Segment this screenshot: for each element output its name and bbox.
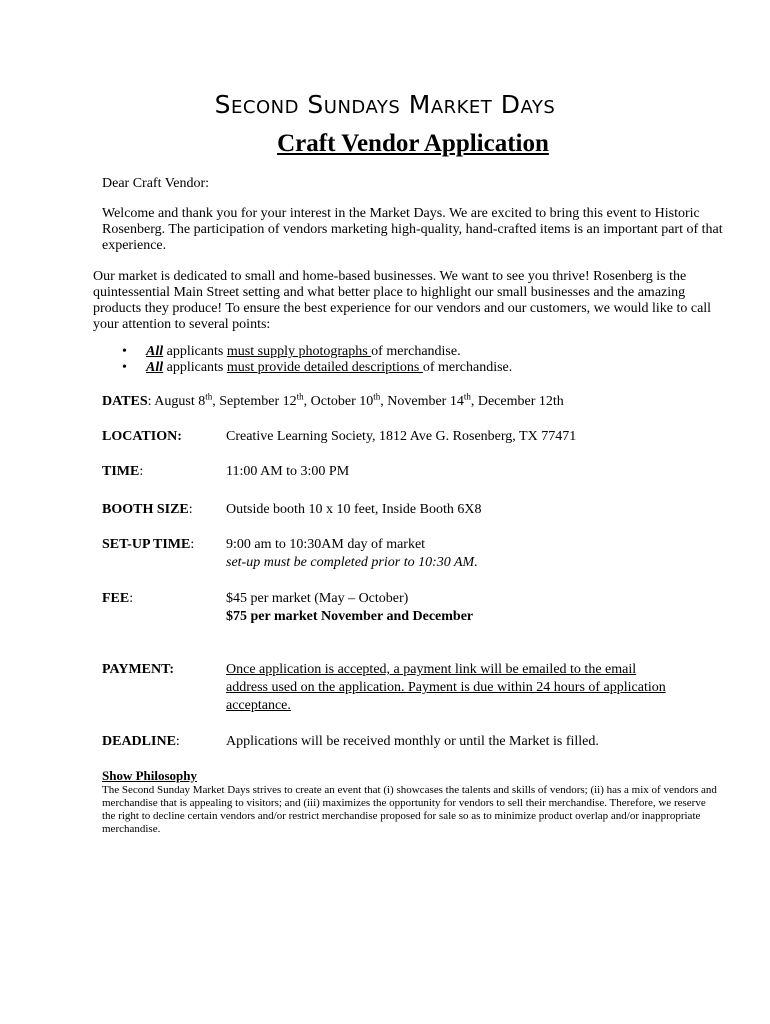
date-item: October 10 [310,394,374,409]
fee-label: FEE [102,591,130,606]
booth-size-value: Outside booth 10 x 10 feet, Inside Booth 6X8 [226,502,482,517]
event-title: Second Sundays Market Days [214,90,556,119]
dates-line: DATES: August 8th, September 12th, October 10th, November 14th, December 12th [102,391,564,409]
payment-label: PAYMENT: [102,662,175,677]
time-value: 11:00 AM to 3:00 PM [226,464,350,479]
bullet-icon: • [122,344,127,359]
payment-value: Once application is accepted, a payment link will be emailed to the email address used on the application. Payment is due within 24 hours of application acceptance. [226,662,666,713]
location-value: Creative Learning Society, 1812 Ave G. Rosenberg, TX 77471 [226,429,577,444]
location-label: LOCATION: [102,429,182,444]
setup-time-note: set-up must be completed prior to 10:30 AM. [226,555,478,570]
intro-paragraph: Welcome and thank you for your interest in the Market Days. We are excited to bring this event to Historic Rosenberg. The participation of vendors marketing high-quality, hand-crafted items is an important part of that experience. [102,206,723,253]
time-label: TIME [102,464,140,479]
requirements-list [122,344,512,376]
greeting: Dear Craft Vendor: [102,176,210,191]
date-item: September 12 [219,394,297,409]
philosophy-heading: Show Philosophy [102,768,198,783]
setup-time-label: SET-UP TIME [102,537,191,552]
booth-size-label: BOOTH SIZE [102,502,189,517]
list-item: • All applicants must provide detailed descriptions of merchandise. [122,360,513,375]
deadline-value: Applications will be received monthly or until the Market is filled. [226,734,599,749]
date-item: December 12th [477,394,564,409]
fee-value: $45 per market (May – October) [226,591,409,606]
setup-time-value: 9:00 am to 10:30AM day of market [226,537,426,552]
philosophy-text: The Second Sunday Market Days strives to create an event that (i) showcases the talents and skills of vendors; (ii) has a mix of vendors and merchandise that is appealing to visitors; and (iii) maximizes the opportunity for vendors to sell their merchandise. Therefore, we reserve the right to decline certain vendors and/or restrict merchandise proposed for sale so as to minimize product overlap and/or inappropriate merchandise. [102,784,717,835]
bullet-icon: • [122,360,127,375]
list-item: • All applicants must supply photographs of merchandise. [122,344,461,359]
application-title: Craft Vendor Application [277,130,549,157]
dedication-paragraph: Our market is dedicated to small and home-based businesses. We want to see you thrive! Rosenberg is the quintessential Main Street setting and what better place to highlight our small businesses and the amazing products they produce! To ensure the best experience for our vendors and our customers, we would like to call your attention to several points: [93,269,712,332]
fee-value-late: $75 per market November and December [226,609,474,624]
dates-label: DATES [102,394,148,409]
date-item: August 8 [154,394,206,409]
date-item: November 14 [387,394,464,409]
deadline-label: DEADLINE [102,734,176,749]
